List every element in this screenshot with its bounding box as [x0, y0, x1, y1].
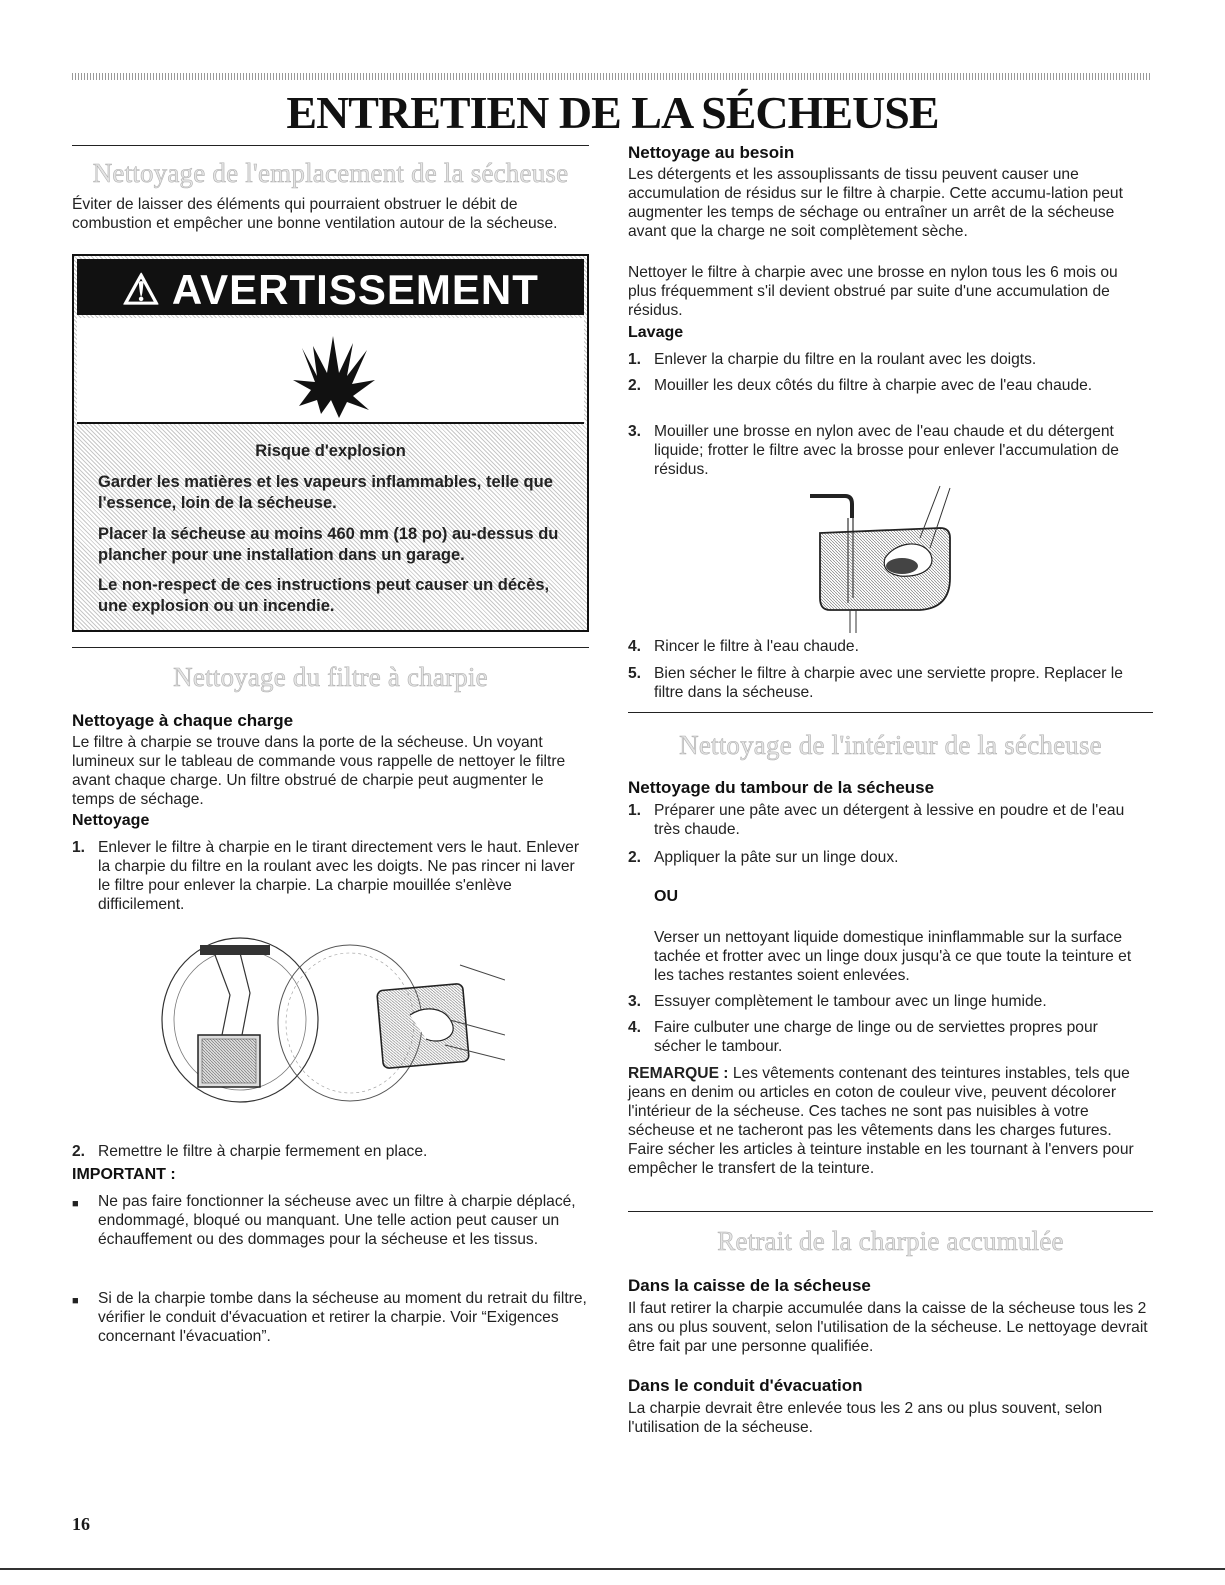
warning-triangle-icon: ⚠: [122, 266, 161, 313]
each-load-text: Le filtre à charpie se trouve dans la porte de la sécheuse. Un voyant lumineux sur le tableau de commande vous rappelle de nettoyer le filtre avant chaque charge. Un filtre obstrué de charpie peut augmenter le temps de séchage.: [72, 734, 566, 808]
list-text: Bien sécher le filtre à charpie avec une serviette propre. Replacer le filtre dans la sécheuse.: [654, 665, 1123, 701]
as-needed-text: Les détergents et les assouplissants de tissu peuvent causer une accumulation de résidus sur le filtre à charpie. Cette accumu-lation peut augmenter les temps de séchage ou entraîner un arrêt de la sécheuse avant que la charge ne soit complètement sèche.: [628, 166, 1123, 240]
filter-rinse-illustration: [790, 478, 980, 643]
page-title: ENTRETIEN DE LA SÉCHEUSE: [286, 87, 939, 138]
list-number: 3.: [628, 993, 642, 1010]
warning-risk: Risque d'explosion: [255, 442, 406, 460]
explosion-icon-panel: [77, 318, 584, 424]
bullet-square-icon: ■: [72, 1198, 79, 1210]
warning-header-bar: [77, 259, 584, 315]
warning-text-1: Garder les matières et les vapeurs inflammables, telle que l'essence, loin de la sécheuse.: [98, 473, 553, 512]
list-text: Remettre le filtre à charpie fermement en place.: [98, 1143, 428, 1160]
list-number: 1.: [628, 802, 642, 819]
list-text: Préparer une pâte avec un détergent à lessive en poudre et de l'eau très chaude.: [654, 802, 1125, 838]
alternate-text: Verser un nettoyant liquide domestique ininflammable sur la surface tachée et frotter avec un linge doux jusqu'à ce que toute la teinture et les taches restantes soient enlevées.: [654, 929, 1132, 984]
subheading-cleaning: Nettoyage: [72, 812, 150, 829]
warning-text-2: Placer la sécheuse au moins 460 mm (18 po) au-dessus du plancher pour une installation dans un garage.: [98, 525, 559, 564]
list-number: 3.: [628, 423, 642, 440]
list-text: Mouiller une brosse en nylon avec de l'eau chaude et du détergent liquide; frotter le filtre avec la brosse pour enlever l'accumulation de résidus.: [654, 423, 1119, 478]
list-number: 5.: [628, 665, 642, 682]
section-rule: [628, 712, 1153, 713]
subheading-drum: Nettoyage du tambour de la sécheuse: [628, 778, 935, 797]
section-title-interior: Nettoyage de l'intérieur de la sécheuse: [679, 730, 1102, 760]
as-needed-text-2: Nettoyer le filtre à charpie avec une brosse en nylon tous les 6 mois ou plus fréquemment s'il devient obstrué par suite d'une accumulation de résidus.: [628, 264, 1118, 319]
subheading-exhaust: Dans le conduit d'évacuation: [628, 1376, 863, 1395]
warning-header: [77, 265, 584, 314]
list-number: 2.: [72, 1143, 86, 1160]
list-text: Si de la charpie tombe dans la sécheuse au moment du retrait du filtre, vérifier le conduit d'évacuation et retirer la charpie. Voir “Exigences concernant l'évacuation”.: [98, 1290, 587, 1345]
important-label: IMPORTANT :: [72, 1166, 176, 1183]
location-text: Éviter de laisser des éléments qui pourraient obstruer le débit de combustion et empêcher une bonne ventilation autour de la sécheuse.: [72, 196, 558, 232]
section-title-location: Nettoyage de l'emplacement de la sécheuse: [92, 158, 569, 188]
section-rule: [72, 647, 589, 648]
subheading-as-needed: Nettoyage au besoin: [628, 143, 795, 162]
section-title-accumulated-lint: Retrait de la charpie accumulée: [717, 1226, 1064, 1256]
explosion-icon: [77, 318, 588, 422]
list-number: 4.: [628, 638, 642, 655]
list-text: Rincer le filtre à l'eau chaude.: [654, 638, 859, 655]
list-text: Faire culbuter une charge de linge ou de serviettes propres pour sécher le tambour.: [654, 1019, 1098, 1055]
subheading-each-load: Nettoyage à chaque charge: [72, 711, 294, 730]
list-number: 2.: [628, 849, 642, 866]
list-number: 4.: [628, 1019, 642, 1036]
bottom-rule: [0, 1568, 1225, 1570]
exhaust-text: La charpie devrait être enlevée tous les 2 ans ou plus souvent, selon l'utilisation de la sécheuse.: [628, 1400, 1103, 1436]
remark-text: [628, 1064, 1150, 1178]
list-number: 1.: [628, 351, 642, 368]
list-text: Mouiller les deux côtés du filtre à charpie avec de l'eau chaude.: [654, 377, 1093, 394]
warning-text-3: Le non-respect de ces instructions peut causer un décès, une explosion ou un incendie.: [98, 576, 550, 615]
remark-body: Les vêtements contenant des teintures instables, tels que jeans en denim ou articles en coton de couleur vive, peuvent décolorer l'intérieur de la sécheuse. Ces taches ne sont pas nuisibles à votre sécheuse et ne tacheront pas les vêtements dans les charges futures. Faire sécher les articles à teinture instable en les tournant à l'envers pour empêcher le transfert de la teinture.: [628, 1065, 1134, 1177]
page-number: 16: [72, 1514, 90, 1534]
cabinet-text: Il faut retirer la charpie accumulée dans la caisse de la sécheuse tous les 2 ans ou plus souvent, selon l'utilisation de la sécheuse. Le nettoyage devrait être fait par une personne qualifiée.: [628, 1300, 1148, 1355]
section-rule: [628, 1211, 1153, 1212]
warning-header-text: AVERTISSEMENT: [171, 266, 539, 313]
or-label: OU: [654, 888, 678, 905]
subheading-washing: Lavage: [628, 324, 684, 341]
subheading-cabinet: Dans la caisse de la sécheuse: [628, 1276, 871, 1295]
list-text: Enlever le filtre à charpie en le tirant directement vers le haut. Enlever la charpie du filtre en la roulant avec les doigts. Ne pas rincer ni laver le filtre pour enlever la charpie. La charpie mouillée s'enlève difficilement.: [98, 839, 580, 913]
list-text: Appliquer la pâte sur un linge doux.: [654, 849, 899, 866]
list-text: Ne pas faire fonctionner la sécheuse avec un filtre à charpie déplacé, endommagé, bloqué ou manquant. Une telle action peut causer un échauffement ou des dommages pour la sécheuse et les tissus.: [98, 1193, 576, 1248]
section-rule: [72, 145, 589, 146]
lint-filter-removal-illustration: [160, 935, 505, 1115]
warning-box: [72, 254, 589, 632]
list-text: Essuyer complètement le tambour avec un linge humide.: [654, 993, 1047, 1010]
bullet-square-icon: ■: [72, 1295, 79, 1307]
list-number: 1.: [72, 839, 86, 856]
list-text: Enlever la charpie du filtre en la roulant avec les doigts.: [654, 351, 1037, 368]
top-decorative-bar: [72, 73, 1152, 80]
remark-label: REMARQUE :: [628, 1065, 729, 1082]
section-title-filter: Nettoyage du filtre à charpie: [173, 662, 488, 692]
list-number: 2.: [628, 377, 642, 394]
